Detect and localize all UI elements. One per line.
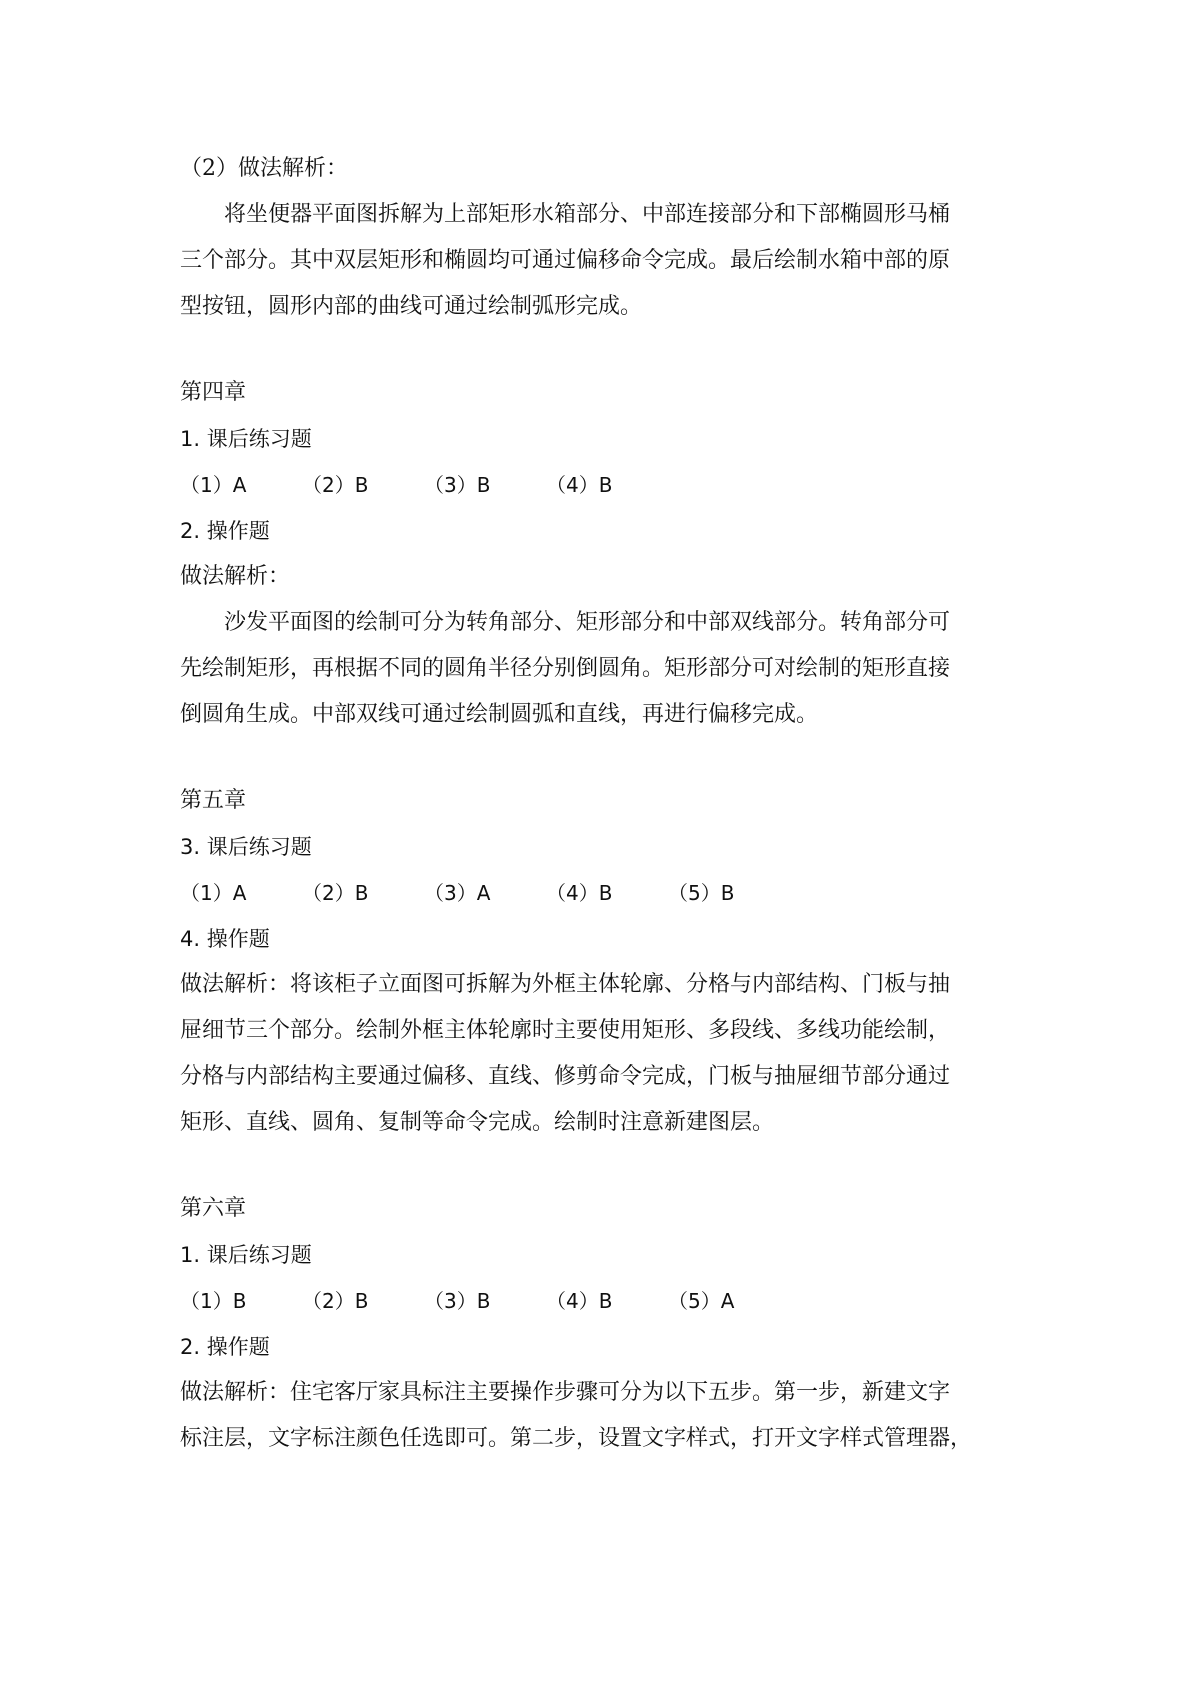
intro-line-3: 型按钮，圆形内部的曲线可通过绘制弧形完成。 [180, 294, 643, 319]
chapter-5-line-3: 分格与内部结构主要通过偏移、直线、修剪命令完成，门板与抽屉细节部分通过 [180, 1064, 951, 1089]
answer-item: （4）B [546, 1289, 613, 1313]
chapter-4-line-1: 沙发平面图的绘制可分为转角部分、矩形部分和中部双线部分。转角部分可 [224, 610, 951, 635]
chapter-6-title: 第六章 [180, 1196, 247, 1221]
chapter-6-line-2: 标注层，文字标注颜色任选即可。第二步，设置文字样式，打开文字样式管理器， [180, 1426, 973, 1451]
intro-line-2: 三个部分。其中双层矩形和椭圆均可通过偏移命令完成。最后绘制水箱中部的原 [180, 248, 951, 273]
chapter-5-line-1: 做法解析：将该柜子立面图可拆解为外框主体轮廓、分格与内部结构、门板与抽 [180, 972, 951, 997]
chapter-5-title: 第五章 [180, 788, 247, 813]
chapter-4-line-3: 倒圆角生成。中部双线可通过绘制圆弧和直线，再进行偏移完成。 [180, 702, 819, 727]
answer-item: （3）B [424, 1289, 491, 1313]
intro-heading: （2）做法解析： [180, 156, 348, 181]
intro-line-1: 将坐便器平面图拆解为上部矩形水箱部分、中部连接部分和下部椭圆形马桶 [224, 202, 951, 227]
chapter-5-exercise-label: 3. 课后练习题 [180, 835, 312, 859]
answer-item: （3）B [424, 473, 491, 497]
section-gap [180, 738, 1020, 778]
chapter-5-line-2: 屉细节三个部分。绘制外框主体轮廓时主要使用矩形、多段线、多线功能绘制， [180, 1018, 951, 1043]
section-gap [180, 1146, 1020, 1186]
answer-item: （2）B [302, 1289, 369, 1313]
answer-item: （4）B [546, 473, 613, 497]
chapter-5-answers [180, 870, 1020, 916]
chapter-5-operation-label: 4. 操作题 [180, 927, 270, 951]
chapter-4-title: 第四章 [180, 380, 247, 405]
chapter-4-exercise-label: 1. 课后练习题 [180, 427, 312, 451]
document-body [180, 146, 1020, 1462]
answer-item: （5）B [668, 881, 735, 905]
answer-item: （4）B [546, 881, 613, 905]
answer-item: （5）A [668, 1289, 735, 1313]
answer-item: （1）A [180, 881, 247, 905]
answer-item: （2）B [302, 881, 369, 905]
chapter-4-line-2: 先绘制矩形，再根据不同的圆角半径分别倒圆角。矩形部分可对绘制的矩形直接 [180, 656, 951, 681]
chapter-6-answers [180, 1278, 1020, 1324]
section-gap [180, 330, 1020, 370]
chapter-4-operation-label: 2. 操作题 [180, 519, 270, 543]
chapter-6-exercise-label: 1. 课后练习题 [180, 1243, 312, 1267]
answer-item: （1）B [180, 1289, 247, 1313]
chapter-6-operation-label: 2. 操作题 [180, 1335, 270, 1359]
answer-item: （1）A [180, 473, 247, 497]
answer-item: （3）A [424, 881, 491, 905]
answer-item: （2）B [302, 473, 369, 497]
chapter-5-line-4: 矩形、直线、圆角、复制等命令完成。绘制时注意新建图层。 [180, 1110, 775, 1135]
chapter-6-line-1: 做法解析：住宅客厅家具标注主要操作步骤可分为以下五步。第一步，新建文字 [180, 1380, 951, 1405]
chapter-4-answers [180, 462, 1020, 508]
chapter-4-method-label: 做法解析： [180, 564, 291, 589]
